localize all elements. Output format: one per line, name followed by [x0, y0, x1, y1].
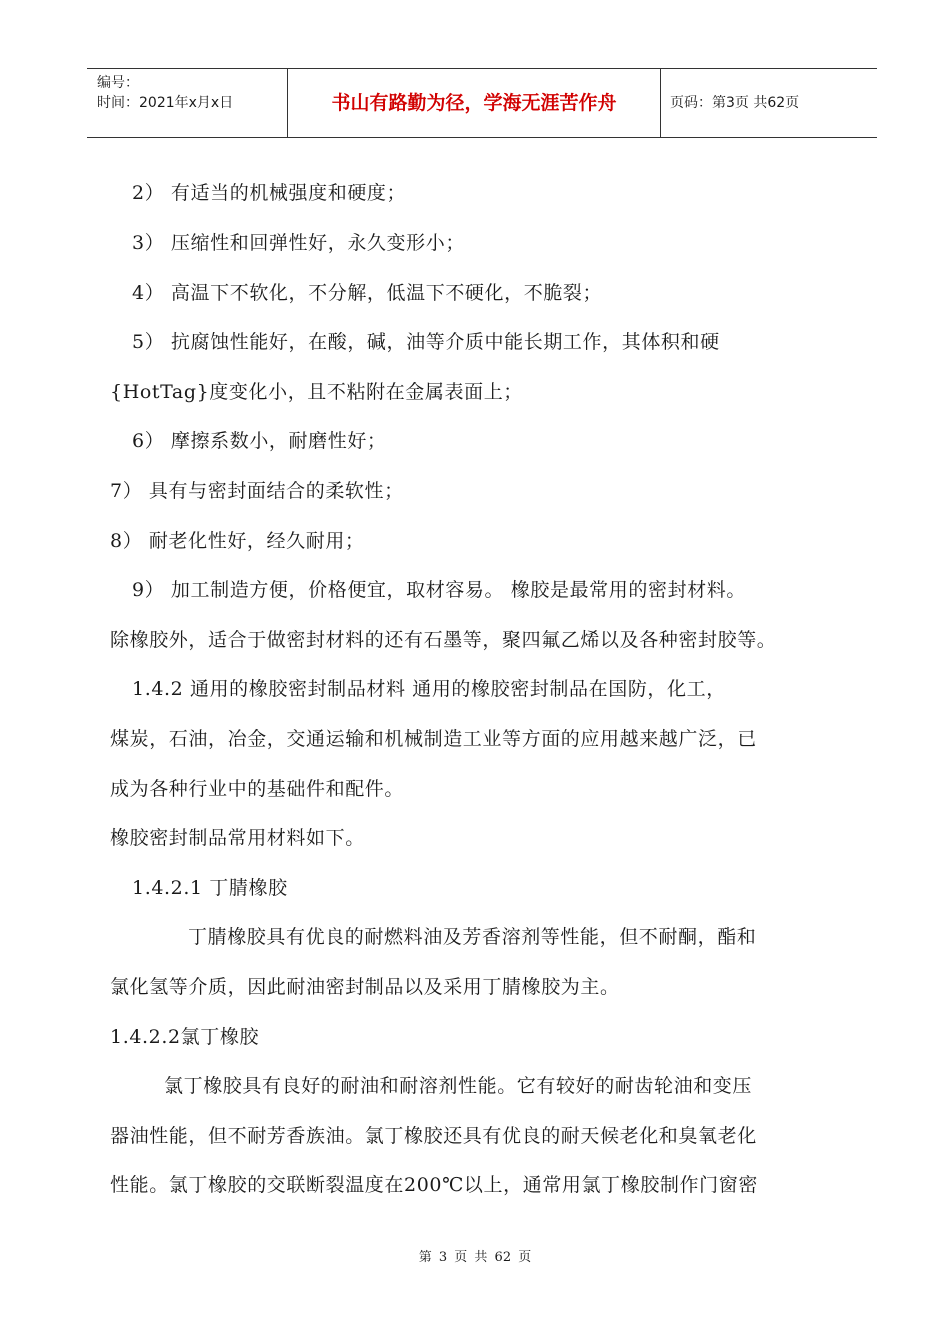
body-line: 氯化氢等介质，因此耐油密封制品以及采用丁腈橡胶为主。: [110, 976, 620, 998]
body-line: 器油性能，但不耐芳香族油。氯丁橡胶还具有优良的耐天候老化和臭氧老化: [110, 1125, 757, 1147]
body-line: 氯丁橡胶具有良好的耐油和耐溶剂性能。它有较好的耐齿轮油和变压: [164, 1075, 753, 1097]
header-time-label: 时间：2021年x月x日: [97, 95, 234, 111]
body-line: 2） 有适当的机械强度和硬度；: [132, 182, 407, 204]
body-line: 橡胶密封制品常用材料如下。: [110, 827, 365, 849]
body-line: 9） 加工制造方便，价格便宜，取材容易。 橡胶是最常用的密封材料。: [132, 579, 746, 601]
header-info-cell: [87, 69, 288, 137]
body-line: 3） 压缩性和回弹性好，永久变形小；: [132, 232, 465, 254]
body-line: 成为各种行业中的基础件和配件。: [110, 778, 405, 800]
body-line: 8） 耐老化性好，经久耐用；: [110, 530, 365, 552]
body-line: 6） 摩擦系数小，耐磨性好；: [132, 430, 387, 452]
body-line: 除橡胶外，适合于做密封材料的还有石墨等，聚四氟乙烯以及各种密封胶等。: [110, 629, 777, 651]
body-line: 丁腈橡胶具有优良的耐燃料油及芳香溶剂等性能，但不耐酮，酯和: [188, 926, 757, 948]
page-footer: 第 3 页 共 62 页: [418, 1250, 532, 1265]
body-line: 性能。氯丁橡胶的交联断裂温度在200℃以上，通常用氯丁橡胶制作门窗密: [110, 1174, 758, 1196]
section-heading: 1.4.2 通用的橡胶密封制品材料 通用的橡胶密封制品在国防，化工，: [132, 678, 726, 700]
page-header: [87, 68, 877, 138]
section-heading: 1.4.2.2氯丁橡胶: [110, 1026, 260, 1048]
body-line: {HotTag}度变化小，且不粘附在金属表面上；: [110, 381, 523, 403]
body-line: 5） 抗腐蚀性能好，在酸，碱，油等介质中能长期工作，其体积和硬: [132, 331, 720, 353]
body-line: 煤炭，石油，冶金，交通运输和机械制造工业等方面的应用越来越广泛，已: [110, 728, 757, 750]
header-motto: 书山有路勤为径，学海无涯苦作舟: [288, 69, 661, 137]
body-line: 7） 具有与密封面结合的柔软性；: [110, 480, 404, 502]
section-heading: 1.4.2.1 丁腈橡胶: [132, 877, 288, 899]
body-line: 4） 高温下不软化，不分解，低温下不硬化，不脆裂；: [132, 282, 603, 304]
header-page-label: 页码：第3页 共62页: [670, 95, 800, 111]
header-id-label: 编号：: [97, 75, 139, 91]
